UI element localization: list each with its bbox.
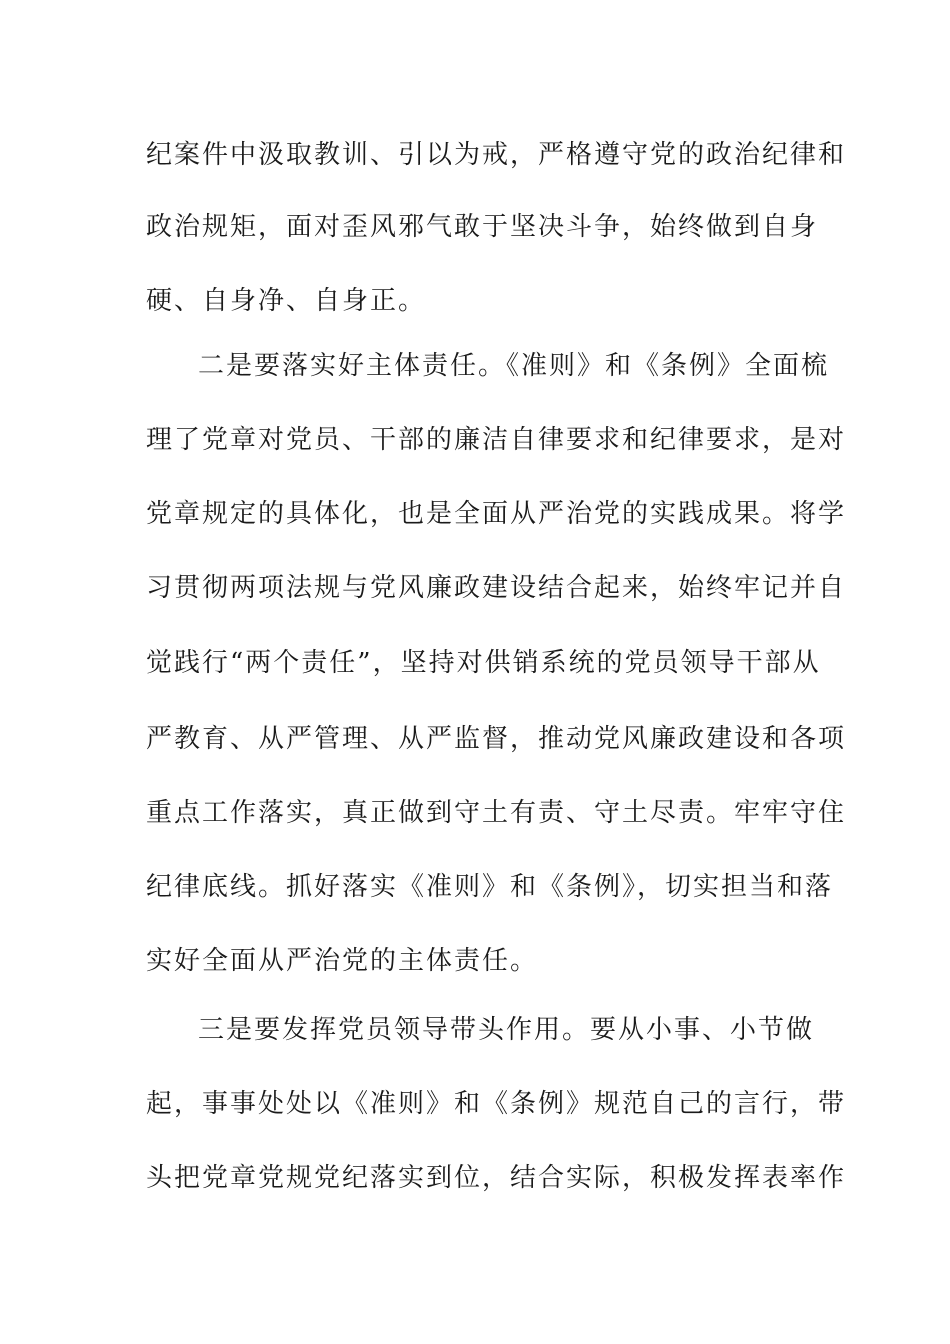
text-line: 觉践行“两个责任”，坚持对供销系统的党员领导干部从 [146,648,821,678]
text-line: 头把党章党规党纪落实到位，结合实际，积极发挥表率作 [146,1163,847,1193]
paragraph-start-line: 二是要落实好主体责任。《准则》和《条例》全面梳 [198,351,830,381]
text-line: 实好全面从严治党的主体责任。 [146,946,539,976]
text-line: 习贯彻两项法规与党风廉政建设结合起来，始终牢记并自 [146,573,847,603]
text-line: 党章规定的具体化，也是全面从严治党的实践成果。将学 [146,499,847,529]
text-line: 政治规矩，面对歪风邪气敢于坚决斗争，始终做到自身 [146,212,819,242]
text-line: 纪律底线。抓好落实《准则》和《条例》，切实担当和落 [146,872,834,902]
paragraph-start-line: 三是要发挥党员领导带头作用。要从小事、小节做 [198,1015,815,1045]
text-line: 理了党章对党员、干部的廉洁自律要求和纪律要求，是对 [146,425,847,455]
text-line: 重点工作落实，真正做到守土有责、守土尽责。牢牢守住 [146,798,847,828]
text-line: 纪案件中汲取教训、引以为戒，严格遵守党的政治纪律和 [146,140,847,170]
text-line: 严教育、从严管理、从严监督，推动党风廉政建设和各项 [146,724,847,754]
text-line: 起，事事处处以《准则》和《条例》规范自己的言行，带 [146,1089,847,1119]
text-line: 硬、自身净、自身正。 [146,286,427,316]
